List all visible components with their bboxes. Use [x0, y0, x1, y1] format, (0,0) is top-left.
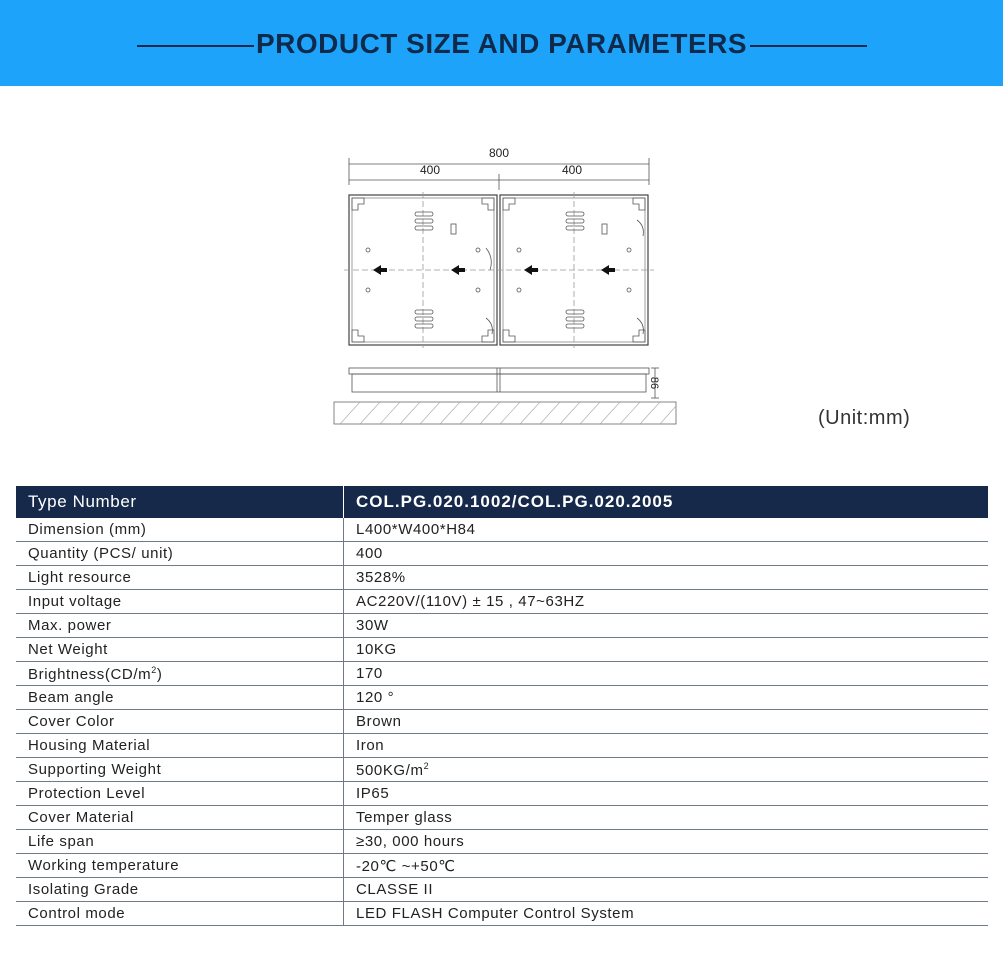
table-row — [16, 830, 988, 854]
row-label: Input voltage — [16, 590, 344, 614]
row-value: IP65 — [344, 782, 989, 806]
row-label-superscript: 2 — [151, 664, 157, 675]
row-value: 170 — [344, 662, 989, 686]
table-row — [16, 686, 988, 710]
row-value: -20℃ ~+50℃ — [344, 854, 989, 878]
row-value: 400 — [344, 542, 989, 566]
table-row — [16, 854, 988, 878]
row-value: ≥30, 000 hours — [344, 830, 989, 854]
row-value-text: 500KG/m — [356, 761, 424, 779]
row-label: Control mode — [16, 902, 344, 926]
table-row — [16, 782, 988, 806]
header-model-number: COL.PG.020.1002/COL.PG.020.2005 — [344, 486, 989, 518]
dimension-panel-width-right: 400 — [561, 163, 583, 177]
row-value: 120 ° — [344, 686, 989, 710]
page-header — [0, 0, 1003, 86]
table-row — [16, 758, 988, 782]
table-header-row — [16, 486, 988, 518]
row-value-superscript: 2 — [423, 760, 430, 771]
row-value: Brown — [344, 710, 989, 734]
row-label-tail: ) — [156, 665, 163, 683]
row-label: Light resource — [16, 566, 344, 590]
table-row — [16, 806, 988, 830]
row-label: Net Weight — [16, 638, 344, 662]
unit-label: (Unit:mm) — [818, 407, 911, 429]
table-row — [16, 710, 988, 734]
page-title: PRODUCT SIZE AND PARAMETERS — [255, 28, 748, 59]
row-label: Dimension (mm) — [16, 518, 344, 542]
product-dimension-drawing — [330, 140, 680, 430]
row-label: Cover Color — [16, 710, 344, 734]
row-value: 10KG — [344, 638, 989, 662]
row-value: Temper glass — [344, 806, 989, 830]
header-type-number: Type Number — [16, 486, 344, 518]
parameters-table — [16, 486, 988, 926]
table-row — [16, 734, 988, 758]
dimension-total-width: 800 — [488, 146, 510, 160]
table-row — [16, 566, 988, 590]
header-rule-right — [750, 45, 867, 47]
row-label: Supporting Weight — [16, 758, 344, 782]
table-row — [16, 590, 988, 614]
row-label: Quantity (PCS/ unit) — [16, 542, 344, 566]
row-value: 3528% — [344, 566, 989, 590]
table-row — [16, 518, 988, 542]
dimension-panel-width-left: 400 — [419, 163, 441, 177]
row-value: LED FLASH Computer Control System — [344, 902, 989, 926]
table-row — [16, 614, 988, 638]
row-label: Isolating Grade — [16, 878, 344, 902]
row-label: Life span — [16, 830, 344, 854]
row-label: Housing Material — [16, 734, 344, 758]
row-label — [16, 662, 344, 686]
row-value: CLASSE II — [344, 878, 989, 902]
table-row — [16, 902, 988, 926]
table-row — [16, 878, 988, 902]
row-label: Beam angle — [16, 686, 344, 710]
row-label: Cover Material — [16, 806, 344, 830]
row-label: Working temperature — [16, 854, 344, 878]
row-label: Max. power — [16, 614, 344, 638]
row-value: Iron — [344, 734, 989, 758]
dimension-height: 86 — [648, 376, 660, 390]
row-value: 30W — [344, 614, 989, 638]
row-value: L400*W400*H84 — [344, 518, 989, 542]
row-label: Protection Level — [16, 782, 344, 806]
table-row — [16, 662, 988, 686]
row-value — [344, 758, 989, 782]
table-row — [16, 638, 988, 662]
row-label-text: Brightness(CD/m — [28, 665, 152, 683]
table-row — [16, 542, 988, 566]
row-value: AC220V/(110V) ± 15 , 47~63HZ — [344, 590, 989, 614]
